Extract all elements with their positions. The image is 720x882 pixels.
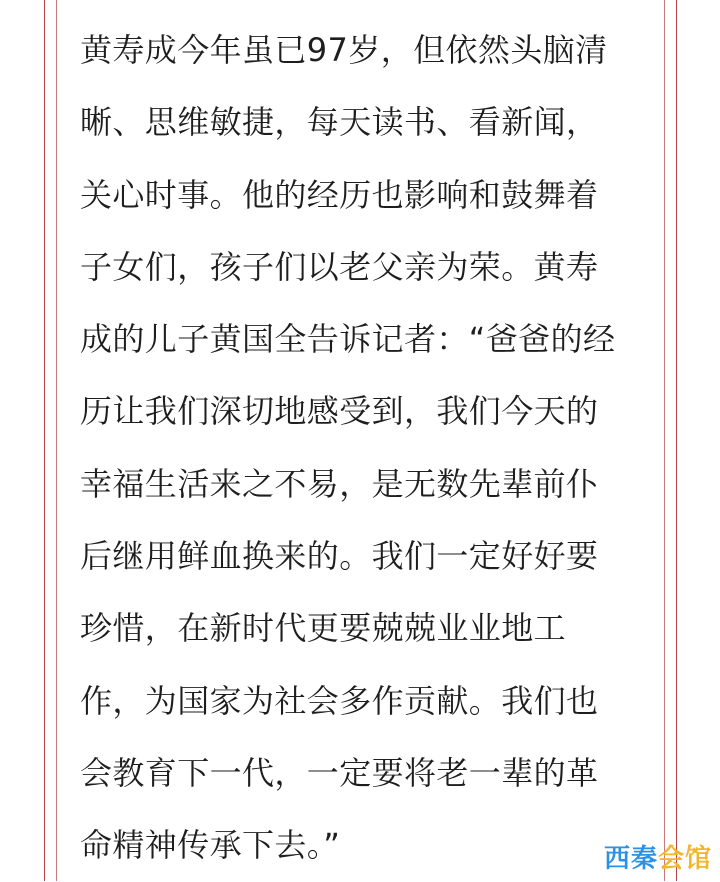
paragraph-line: 幸福生活来之不易，是无数先辈前仆 xyxy=(80,464,599,503)
left-outer-border xyxy=(44,0,45,881)
right-outer-border xyxy=(676,0,677,881)
paragraph-line: 会教育下一代，一定要将老一辈的革 xyxy=(80,753,599,792)
paragraph-line: 后继用鲜血换来的。我们一定好好要 xyxy=(80,537,599,576)
paragraph-line: 子女们，孩子们以老父亲为荣。黄寿 xyxy=(80,247,599,286)
right-inner-border xyxy=(664,0,665,881)
paragraph-line: 关心时事。他的经历也影响和鼓舞着 xyxy=(80,175,599,214)
paragraph-line: 黄寿成今年虽已97岁，但依然头脑清 xyxy=(80,31,608,69)
paragraph-line: 历让我们深切地感受到，我们今天的 xyxy=(80,392,599,431)
watermark-logo xyxy=(604,838,712,875)
article-body xyxy=(80,14,645,882)
paragraph-line: 命精神传承下去。” xyxy=(80,826,341,865)
watermark-text-part2: 会馆 xyxy=(657,844,712,874)
left-inner-border xyxy=(56,0,57,881)
paragraph-line: 作，为国家为社会多作贡献。我们也 xyxy=(80,681,599,720)
paragraph-line: 成的儿子黄国全告诉记者：“爸爸的经 xyxy=(80,320,616,359)
watermark-text-part1: 西秦 xyxy=(603,844,658,874)
paragraph-line: 晰、思维敏捷，每天读书、看新闻， xyxy=(80,103,599,142)
paragraph-line: 珍惜，在新时代更要兢兢业业地工 xyxy=(80,609,567,648)
